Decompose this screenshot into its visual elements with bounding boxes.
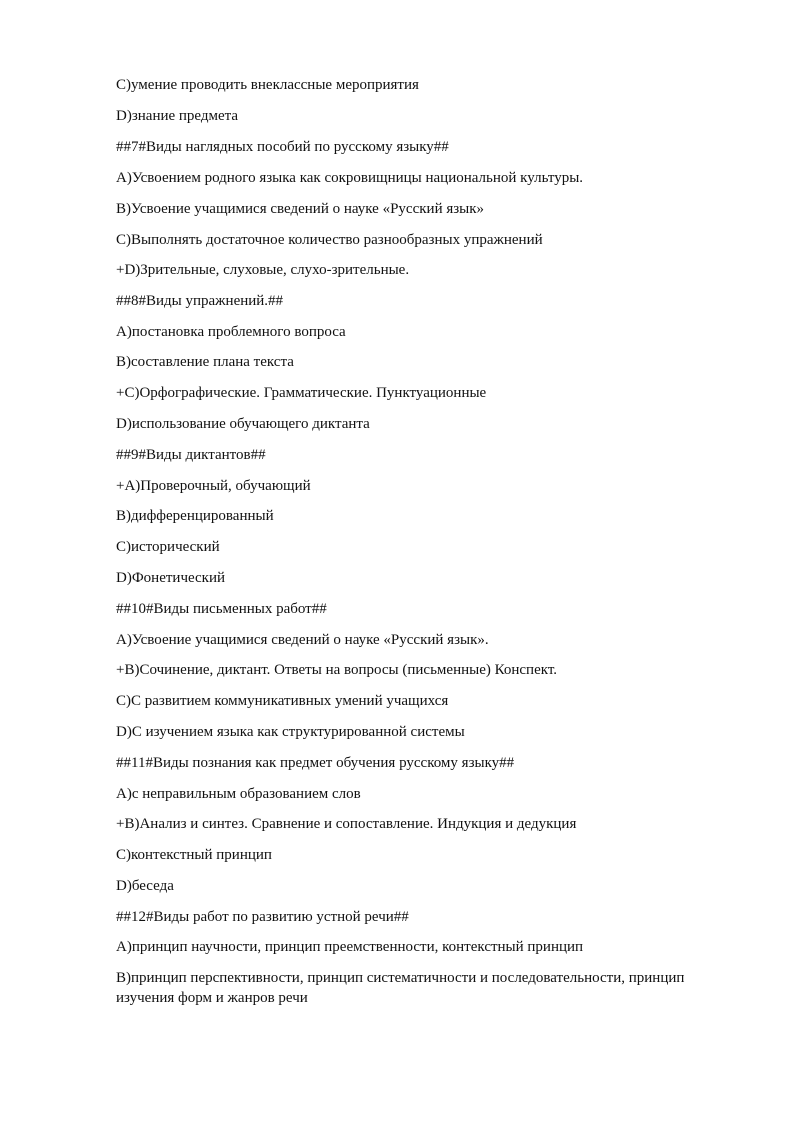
answer-option-c: C)исторический (116, 539, 220, 555)
question-8-heading: ##8#Виды упражнений.## (116, 293, 284, 309)
answer-option-c: C)С развитием коммуникативных умений учащихся (116, 693, 449, 709)
question-9-heading: ##9#Виды диктантов## (116, 447, 266, 463)
answer-option-c: C)Выполнять достаточное количество разнообразных упражнений (116, 232, 543, 248)
answer-option-b-correct: +B)Анализ и синтез. Сравнение и сопоставление. Индукция и дедукция (116, 816, 577, 832)
question-10-heading: ##10#Виды письменных работ## (116, 601, 327, 617)
answer-option-a-correct: +A)Проверочный, обучающий (116, 478, 311, 494)
answer-option-b: B)дифференцированный (116, 508, 274, 524)
answer-option-b: B)Усвоение учащимися сведений о науке «Русский язык» (116, 201, 485, 217)
answer-option-d: D)беседа (116, 878, 174, 894)
answer-option-d-correct: +D)Зрительные, слуховые, слухо-зрительные. (116, 262, 410, 278)
question-7-heading: ##7#Виды наглядных пособий по русскому языку## (116, 139, 449, 155)
answer-option-a: A)Усвоением родного языка как сокровищницы национальной культуры. (116, 170, 584, 186)
answer-option-a: A)принцип научности, принцип преемственности, контекстный принцип (116, 939, 584, 955)
answer-option-a: A)Усвоение учащимися сведений о науке «Русский язык». (116, 632, 489, 648)
question-11-heading: ##11#Виды познания как предмет обучения русскому языку## (116, 755, 515, 771)
answer-option-b: B)принцип перспективности, принцип систематичности и последовательности, принцип изучения форм и жанров речи (116, 970, 685, 1006)
answer-option-c-correct: +C)Орфографические. Грамматические. Пунктуационные (116, 385, 487, 401)
answer-option-c: C)умение проводить внеклассные мероприятия (116, 77, 419, 93)
answer-option-b: B)составление плана текста (116, 354, 294, 370)
answer-option-b-correct: +B)Сочинение, диктант. Ответы на вопросы (письменные) Конспект. (116, 662, 557, 678)
answer-option-a: A)с неправильным образованием слов (116, 786, 361, 802)
answer-option-d: D)Фонетический (116, 570, 226, 586)
answer-option-d: D)знание предмета (116, 108, 239, 124)
answer-option-d: D)С изучением языка как структурированной системы (116, 724, 465, 740)
answer-option-d: D)использование обучающего диктанта (116, 416, 370, 432)
answer-option-c: C)контекстный принцип (116, 847, 272, 863)
question-12-heading: ##12#Виды работ по развитию устной речи## (116, 909, 409, 925)
answer-option-a: A)постановка проблемного вопроса (116, 324, 346, 340)
